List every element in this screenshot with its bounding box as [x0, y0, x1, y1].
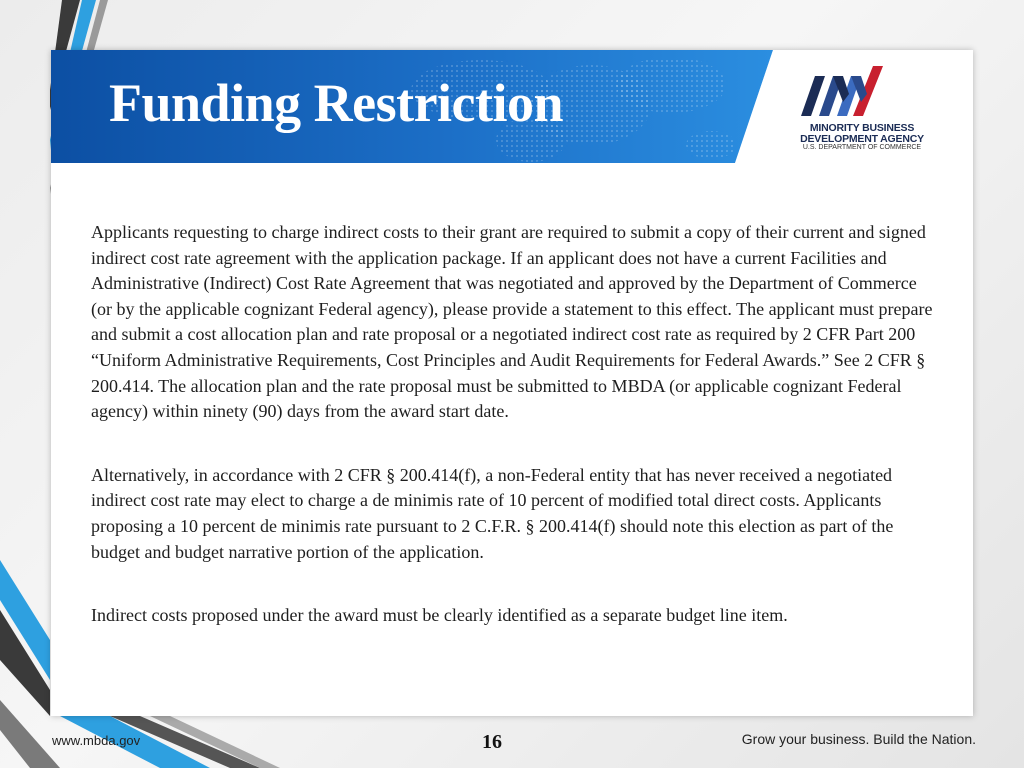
logo-name-line1: MINORITY BUSINESS — [809, 122, 915, 134]
footer-tagline: Grow your business. Build the Nation. — [741, 731, 976, 747]
paragraph-indirect-costs: Applicants requesting to charge indirect costs to their grant are required to submit a copy of their current and signed indirect cost rate agreement with the application package. If an applicant does not have a current Facilities and Administrative (Indirect) Cost Rate Agreement that was negotiated and approved by the Department of Commerce (or by the applicable cognizant Federal agency), please provide a statement to this effect. The applicant must prepare and submit a cost allocation plan and rate proposal or a negotiated indirect cost rate as required by 2 CFR Part 200 “Uniform Administrative Requirements, Cost Principles and Audit Requirements for Federal Awards.” See 2 CFR § 200.414. The allocation plan and the rate proposal must be submitted to MBDA (or applicable cognizant Federal agency) within ninety (90) days from the award start date. — [91, 222, 933, 422]
logo-department: U.S. DEPARTMENT OF COMMERCE — [802, 144, 922, 151]
slide-title: Funding Restriction — [109, 73, 564, 133]
logo-name-line2: DEVELOPMENT AGENCY — [800, 133, 924, 145]
mbda-logo-mark-icon — [797, 64, 887, 120]
footer-website-link[interactable]: www.mbda.gov — [52, 733, 141, 748]
paragraph-de-minimis: Alternatively, in accordance with 2 CFR § 200.414(f), a non-Federal entity that has never received a negotiated indirect cost rate may elect to charge a de minimis rate of 10 percent of modified total direct costs. Applicants proposing a 10 percent de minimis rate pursuant to 2 C.F.R. § 200.414(f) should note this election as part of the budget and budget narrative portion of the application. — [91, 464, 894, 562]
slide-card — [51, 50, 973, 716]
page-number: 16 — [482, 731, 502, 753]
body-text — [91, 220, 941, 667]
paragraph-budget-line-item: Indirect costs proposed under the award must be clearly identified as a separate budget line item. — [91, 605, 788, 626]
mbda-logo — [797, 64, 927, 154]
title-banner — [51, 50, 973, 163]
